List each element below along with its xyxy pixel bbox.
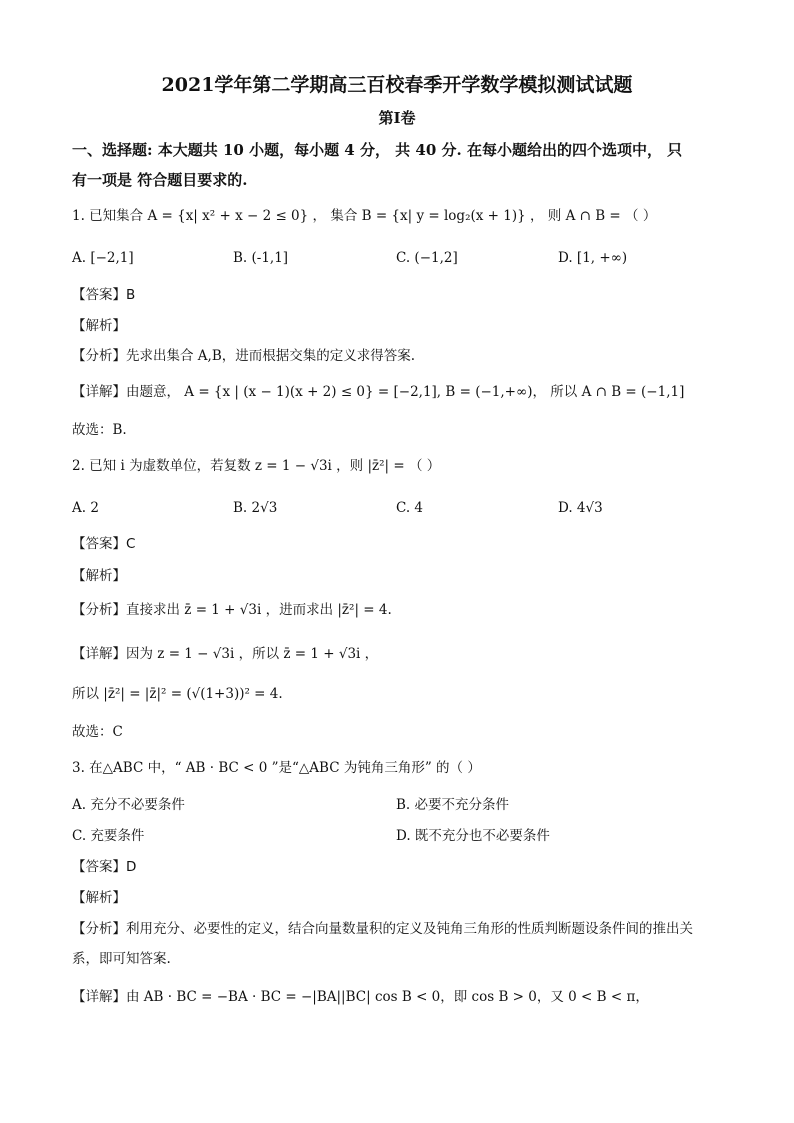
q3-option-b: B. 必要不充分条件 xyxy=(396,797,510,813)
q1-option-c: C. (−1,2] xyxy=(396,250,458,266)
q2-option-c: C. 4 xyxy=(396,500,424,516)
q2-fenxi: 【分析】直接求出 z̄ = 1 + √3i ，进而求出 |z̄²| = 4. xyxy=(72,602,392,618)
section-heading-line2: 有一项是 符合题目要求的. xyxy=(72,171,248,189)
q1-fenxi: 【分析】先求出集合 A,B，进而根据交集的定义求得答案. xyxy=(72,348,416,364)
q2-choice: 故选：C xyxy=(72,724,123,740)
q3-fenxi-line1: 【分析】利用充分、必要性的定义，结合向量数量积的定义及钝角三角形的性质判断题设条件间的推出关 xyxy=(72,921,693,937)
q3-option-d: D. 既不充分也不必要条件 xyxy=(396,828,550,844)
q2-analysis-label: 【解析】 xyxy=(72,568,126,584)
q3-answer: 【答案】D xyxy=(72,859,137,875)
q2-detail-line2: 所以 |z̄²| = |z̄|² = (√(1+3))² = 4. xyxy=(72,686,283,702)
q2-detail: 【详解】因为 z = 1 − √3i ，所以 z̄ = 1 + √3i ， xyxy=(72,646,379,662)
q3-detail: 【详解】由 AB · BC = −BA · BC = −|BA||BC| cos B < 0，即 cos B > 0，又 0 < B < π， xyxy=(72,989,649,1005)
q2-answer: 【答案】C xyxy=(72,536,136,552)
q2-option-b: B. 2√3 xyxy=(233,500,278,516)
q1-option-b: B. (-1,1] xyxy=(233,250,289,266)
q1-option-a: A. [−2,1] xyxy=(72,250,134,266)
q2-stem: 2. 已知 i 为虚数单位，若复数 z = 1 − √3i ，则 |z̄²| = （ ） xyxy=(72,458,441,474)
q3-option-c: C. 充要条件 xyxy=(72,828,145,844)
q1-answer: 【答案】B xyxy=(72,287,136,303)
q3-option-a: A. 充分不必要条件 xyxy=(72,797,185,813)
volume-heading: 第I卷 xyxy=(378,109,416,127)
page-title: 2021学年第二学期高三百校春季开学数学模拟测试试题 xyxy=(161,74,633,96)
q2-option-a: A. 2 xyxy=(72,500,99,516)
q1-analysis-label: 【解析】 xyxy=(72,318,126,334)
q3-stem: 3. 在△ABC 中，“ AB · BC < 0 ”是“△ABC 为钝角三角形” 的（ ） xyxy=(72,760,481,776)
q3-fenxi-line2: 系，即可知答案. xyxy=(72,951,171,967)
q1-stem: 1. 已知集合 A = {x| x² + x − 2 ≤ 0} ， 集合 B = {x| y = log₂(x + 1)} ， 则 A ∩ B = （ ） xyxy=(72,208,657,224)
q1-detail: 【详解】由题意， A = {x | (x − 1)(x + 2) ≤ 0} = [−2,1], B = (−1,+∞)， 所以 A ∩ B = (−1,1] xyxy=(72,384,685,400)
section-heading-line1: 一、选择题: 本大题共 10 小题，每小题 4 分， 共 40 分. 在每小题给出的四个选项中， 只 xyxy=(72,141,683,159)
q3-analysis-label: 【解析】 xyxy=(72,890,126,906)
q1-choice: 故选：B. xyxy=(72,422,127,438)
q1-option-d: D. [1, +∞) xyxy=(558,250,628,266)
q2-option-d: D. 4√3 xyxy=(558,500,603,516)
